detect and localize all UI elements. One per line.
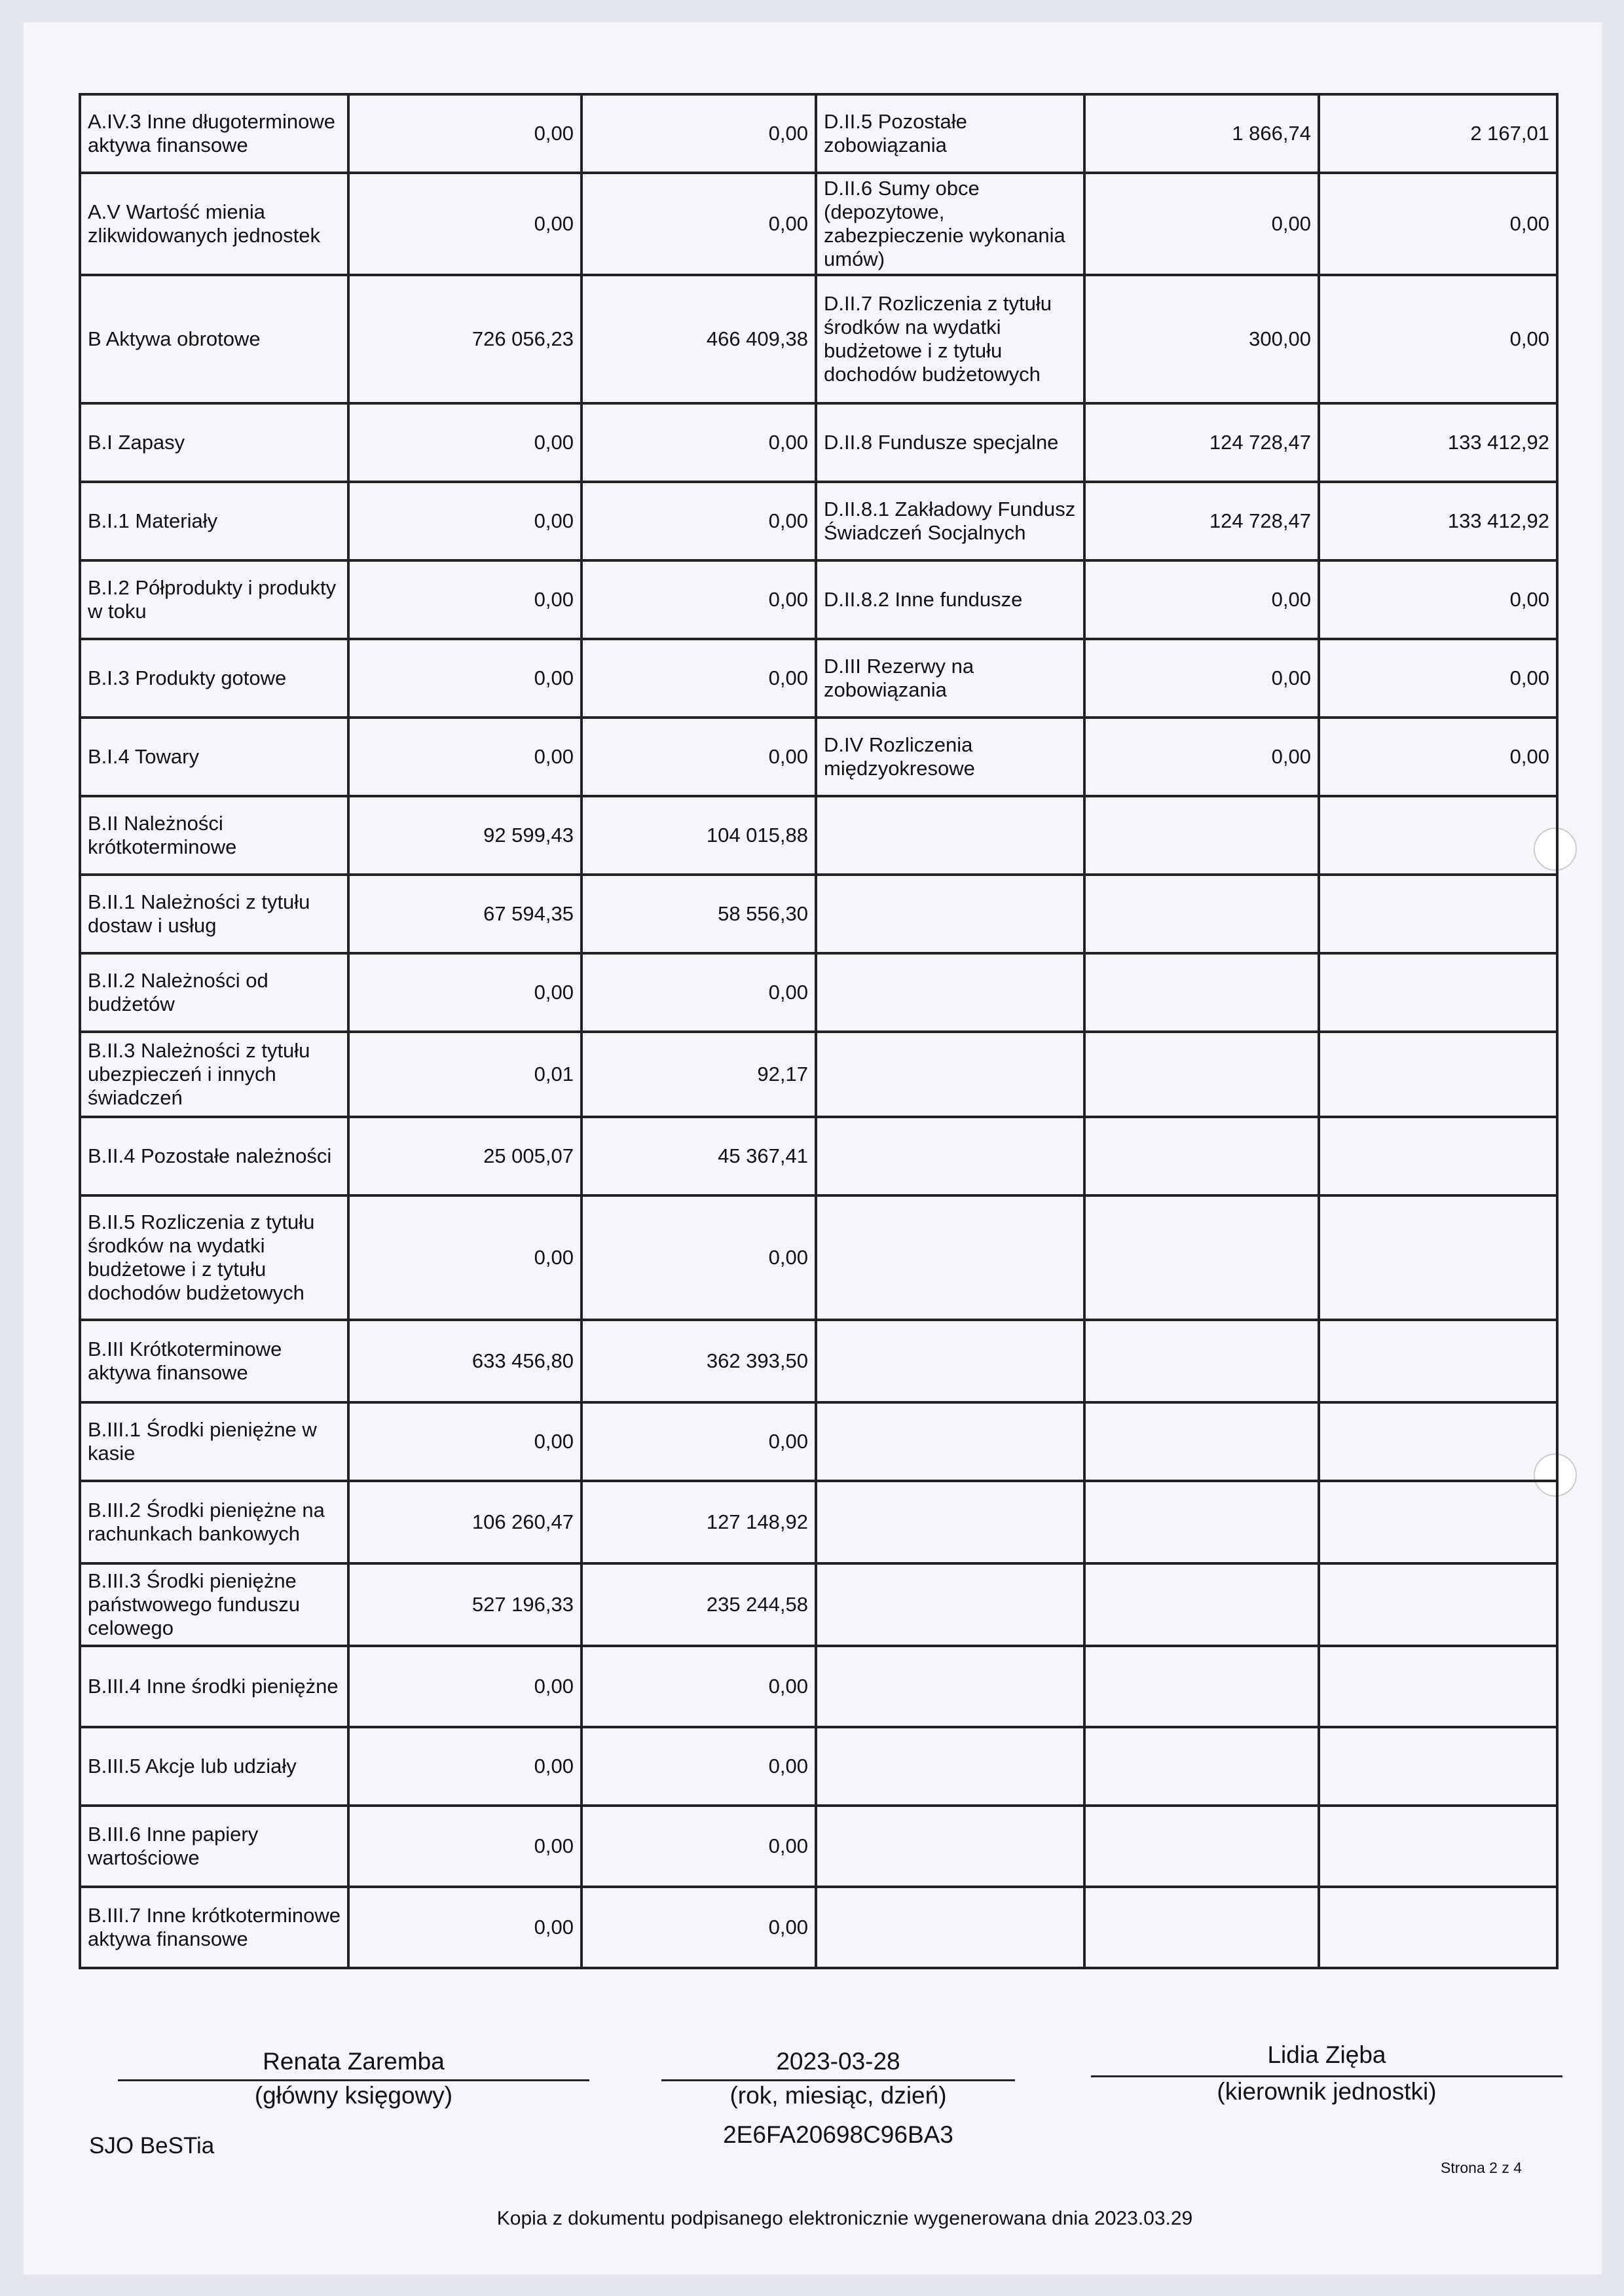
accountant-signature-line [118,2079,589,2081]
asset-value-end: 0,00 [581,94,816,173]
asset-value-end: 104 015,88 [581,796,816,875]
table-row [80,173,1557,275]
asset-value-start: 25 005,07 [348,1117,581,1195]
liability-value-start: 0,00 [1084,718,1319,796]
liability-value-end: 0,00 [1319,718,1557,796]
table-row [80,403,1557,482]
liability-label [816,953,1084,1032]
table-row [80,1887,1557,1968]
asset-label: B Aktywa obrotowe [80,275,348,403]
asset-value-end: 0,00 [581,1402,816,1481]
asset-value-start: 0,00 [348,953,581,1032]
liability-label [816,1887,1084,1968]
asset-value-start: 726 056,23 [348,275,581,403]
liability-value-start [1084,1887,1319,1968]
asset-value-end: 0,00 [581,403,816,482]
asset-value-start: 0,00 [348,1806,581,1887]
asset-label: B.II.2 Należności od budżetów [80,953,348,1032]
asset-value-end: 0,00 [581,1806,816,1887]
accountant-name: Renata Zaremba [263,2048,445,2075]
table-row [80,875,1557,953]
liability-value-start: 124 728,47 [1084,403,1319,482]
liability-value-end [1319,1727,1557,1806]
liability-value-start [1084,1563,1319,1646]
asset-value-end: 127 148,92 [581,1481,816,1563]
asset-label: B.II.4 Pozostałe należności [80,1117,348,1195]
asset-value-start: 67 594,35 [348,875,581,953]
liability-value-end [1319,1195,1557,1320]
table-row [80,1563,1557,1646]
liability-value-end: 133 412,92 [1319,482,1557,560]
asset-label: B.III.3 Środki pieniężne państwowego funduszu celowego [80,1563,348,1646]
liability-value-end [1319,1320,1557,1402]
liability-value-end [1319,796,1557,875]
asset-value-end: 0,00 [581,560,816,639]
asset-value-start: 0,00 [348,94,581,173]
table-row [80,1195,1557,1320]
liability-label: D.III Rezerwy na zobowiązania [816,639,1084,718]
liability-value-end [1319,1481,1557,1563]
liability-label: D.IV Rozliczenia międzyokresowe [816,718,1084,796]
asset-label: B.III.7 Inne krótkoterminowe aktywa finansowe [80,1887,348,1968]
liability-value-end [1319,1117,1557,1195]
asset-label: B.III.1 Środki pieniężne w kasie [80,1402,348,1481]
liability-value-start: 124 728,47 [1084,482,1319,560]
asset-value-start: 0,00 [348,1402,581,1481]
asset-value-start: 106 260,47 [348,1481,581,1563]
table-row [80,482,1557,560]
liability-label [816,1806,1084,1887]
liability-value-end: 0,00 [1319,173,1557,275]
liability-value-end [1319,875,1557,953]
asset-label: B.I.4 Towary [80,718,348,796]
table-row [80,953,1557,1032]
liability-value-start [1084,1195,1319,1320]
table-row [80,1320,1557,1402]
liability-label [816,1481,1084,1563]
liability-value-end [1319,1563,1557,1646]
system-name: SJO BeSTia [89,2133,215,2159]
liability-value-end: 0,00 [1319,275,1557,403]
asset-label: B.III.4 Inne środki pieniężne [80,1646,348,1727]
asset-value-start: 527 196,33 [348,1563,581,1646]
liability-label: D.II.8.1 Zakładowy Fundusz Świadczeń Socjalnych [816,482,1084,560]
asset-value-end: 0,00 [581,1646,816,1727]
liability-value-start: 0,00 [1084,560,1319,639]
asset-value-start: 0,00 [348,718,581,796]
asset-value-start: 0,00 [348,1887,581,1968]
asset-label: B.II.1 Należności z tytułu dostaw i usług [80,875,348,953]
manager-signature-line [1091,2075,1562,2077]
liability-value-start: 300,00 [1084,275,1319,403]
asset-value-end: 362 393,50 [581,1320,816,1402]
asset-value-start: 0,00 [348,482,581,560]
asset-label: B.I.2 Półprodukty i produkty w toku [80,560,348,639]
liability-value-start [1084,1032,1319,1117]
liability-value-end: 0,00 [1319,560,1557,639]
liability-value-start [1084,1646,1319,1727]
liability-value-start [1084,796,1319,875]
liability-value-start [1084,875,1319,953]
asset-value-end: 58 556,30 [581,875,816,953]
liability-label [816,796,1084,875]
asset-label: B.II.3 Należności z tytułu ubezpieczeń i innych świadczeń [80,1032,348,1117]
copy-note: Kopia z dokumentu podpisanego elektronicznie wygenerowana dnia 2023.03.29 [496,2208,1193,2229]
table-row [80,275,1557,403]
asset-value-end: 0,00 [581,1887,816,1968]
liability-value-end: 2 167,01 [1319,94,1557,173]
liability-value-end [1319,1032,1557,1117]
document-code: 2E6FA20698C96BA3 [723,2121,953,2148]
liability-label [816,1727,1084,1806]
page-number: Strona 2 z 4 [1441,2159,1522,2176]
liability-value-end: 0,00 [1319,639,1557,718]
liability-label [816,1402,1084,1481]
table-row [80,1402,1557,1481]
asset-value-end: 45 367,41 [581,1117,816,1195]
liability-value-end [1319,1402,1557,1481]
asset-value-end: 0,00 [581,953,816,1032]
date-line [661,2079,1015,2081]
asset-value-end: 0,00 [581,718,816,796]
manager-role: (kierownik jednostki) [1217,2078,1437,2105]
liability-label [816,1320,1084,1402]
asset-value-start: 92 599,43 [348,796,581,875]
asset-value-start: 0,00 [348,560,581,639]
liability-value-start: 0,00 [1084,173,1319,275]
liability-value-start [1084,1727,1319,1806]
liability-label [816,1646,1084,1727]
liability-value-start: 0,00 [1084,639,1319,718]
asset-value-end: 0,00 [581,639,816,718]
asset-label: B.I Zapasy [80,403,348,482]
table-row [80,94,1557,173]
asset-value-start: 0,00 [348,1195,581,1320]
manager-name: Lidia Zięba [1267,2041,1386,2068]
liability-label [816,1032,1084,1117]
asset-value-end: 0,00 [581,1195,816,1320]
table-row [80,1032,1557,1117]
liability-label: D.II.8.2 Inne fundusze [816,560,1084,639]
asset-label: B.I.1 Materiały [80,482,348,560]
asset-value-end: 466 409,38 [581,275,816,403]
asset-value-start: 0,00 [348,1646,581,1727]
asset-value-start: 0,00 [348,403,581,482]
liability-value-start [1084,953,1319,1032]
table-row [80,718,1557,796]
liability-value-start [1084,1402,1319,1481]
table-row [80,639,1557,718]
liability-value-start [1084,1117,1319,1195]
liability-label [816,1195,1084,1320]
asset-value-start: 0,00 [348,1727,581,1806]
asset-value-start: 0,01 [348,1032,581,1117]
liability-value-end [1319,1806,1557,1887]
liability-value-end [1319,1887,1557,1968]
liability-value-start [1084,1320,1319,1402]
asset-label: A.V Wartość mienia zlikwidowanych jednostek [80,173,348,275]
asset-label: B.II.5 Rozliczenia z tytułu środków na wydatki budżetowe i z tytułu dochodów budżetowych [80,1195,348,1320]
liability-value-start [1084,1806,1319,1887]
asset-label: B.III.2 Środki pieniężne na rachunkach bankowych [80,1481,348,1563]
table-row [80,1727,1557,1806]
liability-value-end: 133 412,92 [1319,403,1557,482]
table-row [80,1806,1557,1887]
asset-label: B.I.3 Produkty gotowe [80,639,348,718]
asset-value-start: 633 456,80 [348,1320,581,1402]
liability-value-start [1084,1481,1319,1563]
liability-label [816,1117,1084,1195]
liability-label [816,1563,1084,1646]
asset-label: B.III.6 Inne papiery wartościowe [80,1806,348,1887]
asset-label: B.III.5 Akcje lub udziały [80,1727,348,1806]
liability-value-end [1319,1646,1557,1727]
table-row [80,1117,1557,1195]
balance-sheet-table [79,93,1559,1969]
liability-value-start: 1 866,74 [1084,94,1319,173]
table-row [80,1646,1557,1727]
asset-value-end: 0,00 [581,173,816,275]
table-row [80,1481,1557,1563]
liability-label: D.II.7 Rozliczenia z tytułu środków na wydatki budżetowe i z tytułu dochodów budżetowych [816,275,1084,403]
signing-date: 2023-03-28 [776,2048,900,2075]
liability-value-end [1319,953,1557,1032]
liability-label: D.II.8 Fundusze specjalne [816,403,1084,482]
liability-label: D.II.5 Pozostałe zobowiązania [816,94,1084,173]
table-row [80,560,1557,639]
asset-value-start: 0,00 [348,639,581,718]
asset-value-start: 0,00 [348,173,581,275]
liability-label [816,875,1084,953]
accountant-role: (główny księgowy) [254,2082,453,2109]
asset-label: B.III Krótkoterminowe aktywa finansowe [80,1320,348,1402]
asset-label: B.II Należności krótkoterminowe [80,796,348,875]
asset-value-end: 0,00 [581,1727,816,1806]
date-caption: (rok, miesiąc, dzień) [729,2082,947,2109]
asset-label: A.IV.3 Inne długoterminowe aktywa finansowe [80,94,348,173]
asset-value-end: 0,00 [581,482,816,560]
asset-value-end: 235 244,58 [581,1563,816,1646]
table-row [80,796,1557,875]
asset-value-end: 92,17 [581,1032,816,1117]
liability-label: D.II.6 Sumy obce (depozytowe, zabezpieczenie wykonania umów) [816,173,1084,275]
